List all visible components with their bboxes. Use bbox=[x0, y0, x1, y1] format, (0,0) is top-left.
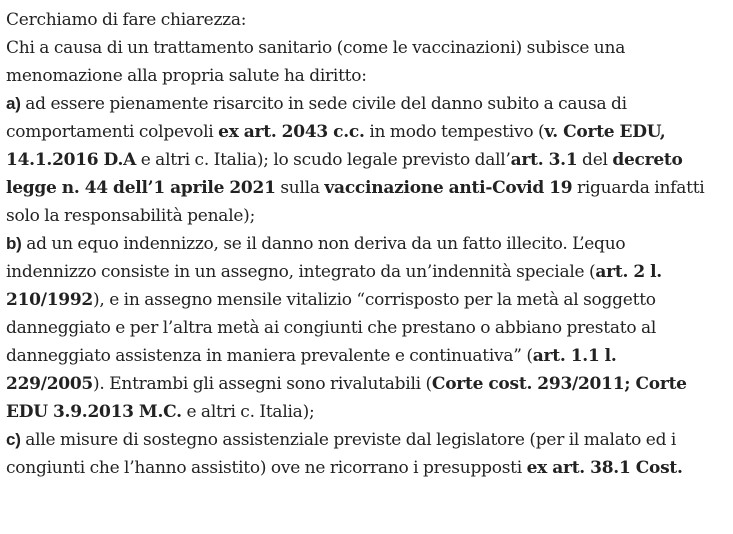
item-text: indennizzo consiste in un assegno, integrato da un’indennità speciale ( bbox=[6, 262, 596, 282]
item-text: ), e in assegno mensile vitalizio “corrisposto per la metà al soggetto bbox=[93, 290, 656, 310]
item-text: e altri c. Italia); lo scudo legale previsto dall’ bbox=[136, 150, 511, 170]
legal-reference: art. 1.1 l. bbox=[532, 346, 617, 366]
legal-reference: ex art. 38.1 Cost. bbox=[526, 458, 683, 478]
text-line bbox=[6, 230, 728, 258]
intro-line: Cerchiamo di fare chiarezza: bbox=[6, 10, 247, 30]
text-line bbox=[6, 426, 728, 454]
legal-reference: 229/2005 bbox=[6, 374, 94, 394]
text-line bbox=[6, 370, 728, 398]
legal-reference: 14.1.2016 D.A bbox=[6, 150, 137, 170]
text-line bbox=[6, 174, 728, 202]
rights-item-b bbox=[6, 230, 728, 426]
item-text: danneggiato e per l’altra metà ai congiunti che prestano o abbiano prestato al bbox=[6, 318, 657, 338]
legal-reference: art. 3.1 bbox=[510, 150, 578, 170]
text-line bbox=[6, 90, 728, 118]
item-marker: a) bbox=[6, 94, 21, 113]
text-line bbox=[6, 258, 728, 286]
lead-text-line: Chi a causa di un trattamento sanitario (come le vaccinazioni) subisce una bbox=[6, 38, 626, 58]
item-text: danneggiato assistenza in maniera prevalente e continuativa” ( bbox=[6, 346, 533, 366]
legal-reference: decreto bbox=[612, 150, 683, 170]
item-text: ). Entrambi gli assegni sono rivalutabili ( bbox=[93, 374, 432, 394]
legal-reference: vaccinazione anti-Covid 19 bbox=[324, 178, 573, 198]
lead-text-line: menomazione alla propria salute ha diritto: bbox=[6, 66, 367, 86]
item-marker: b) bbox=[6, 234, 22, 253]
item-text: e altri c. Italia); bbox=[181, 402, 315, 422]
item-text: del bbox=[577, 150, 613, 170]
text-line bbox=[6, 398, 728, 426]
text-line bbox=[6, 342, 728, 370]
item-text: ad un equo indennizzo, se il danno non deriva da un fatto illecito. L’equo bbox=[21, 234, 626, 254]
text-line bbox=[6, 146, 728, 174]
lead-paragraph bbox=[6, 34, 728, 90]
text-line bbox=[6, 202, 728, 230]
item-text: alle misure di sostegno assistenziale previste dal legislatore (per il malato ed i bbox=[20, 430, 677, 450]
legal-reference: art. 2 l. bbox=[595, 262, 662, 282]
item-text: comportamenti colpevoli bbox=[6, 122, 219, 142]
text-line bbox=[6, 454, 728, 482]
legal-reference: EDU 3.9.2013 M.C. bbox=[6, 402, 182, 422]
item-text: in modo tempestivo ( bbox=[364, 122, 545, 142]
rights-list bbox=[6, 90, 728, 482]
article-body bbox=[6, 6, 728, 482]
legal-reference: 210/1992 bbox=[6, 290, 94, 310]
item-text: ad essere pienamente risarcito in sede civile del danno subito a causa di bbox=[20, 94, 627, 114]
legal-reference: Corte cost. 293/2011; Corte bbox=[431, 374, 687, 394]
item-marker: c) bbox=[6, 430, 21, 449]
text-line bbox=[6, 118, 728, 146]
item-text: sulla bbox=[275, 178, 325, 198]
rights-item-a bbox=[6, 90, 728, 230]
item-text: riguarda infatti bbox=[572, 178, 705, 198]
text-line bbox=[6, 286, 728, 314]
item-text: solo la responsabilità penale); bbox=[6, 206, 256, 226]
text-line bbox=[6, 314, 728, 342]
legal-reference: legge n. 44 dell’1 aprile 2021 bbox=[6, 178, 276, 198]
legal-reference: ex art. 2043 c.c. bbox=[218, 122, 365, 142]
rights-item-c bbox=[6, 426, 728, 482]
legal-reference: v. Corte EDU, bbox=[544, 122, 666, 142]
item-text: congiunti che l’hanno assistito) ove ne ricorrano i presupposti bbox=[6, 458, 527, 478]
